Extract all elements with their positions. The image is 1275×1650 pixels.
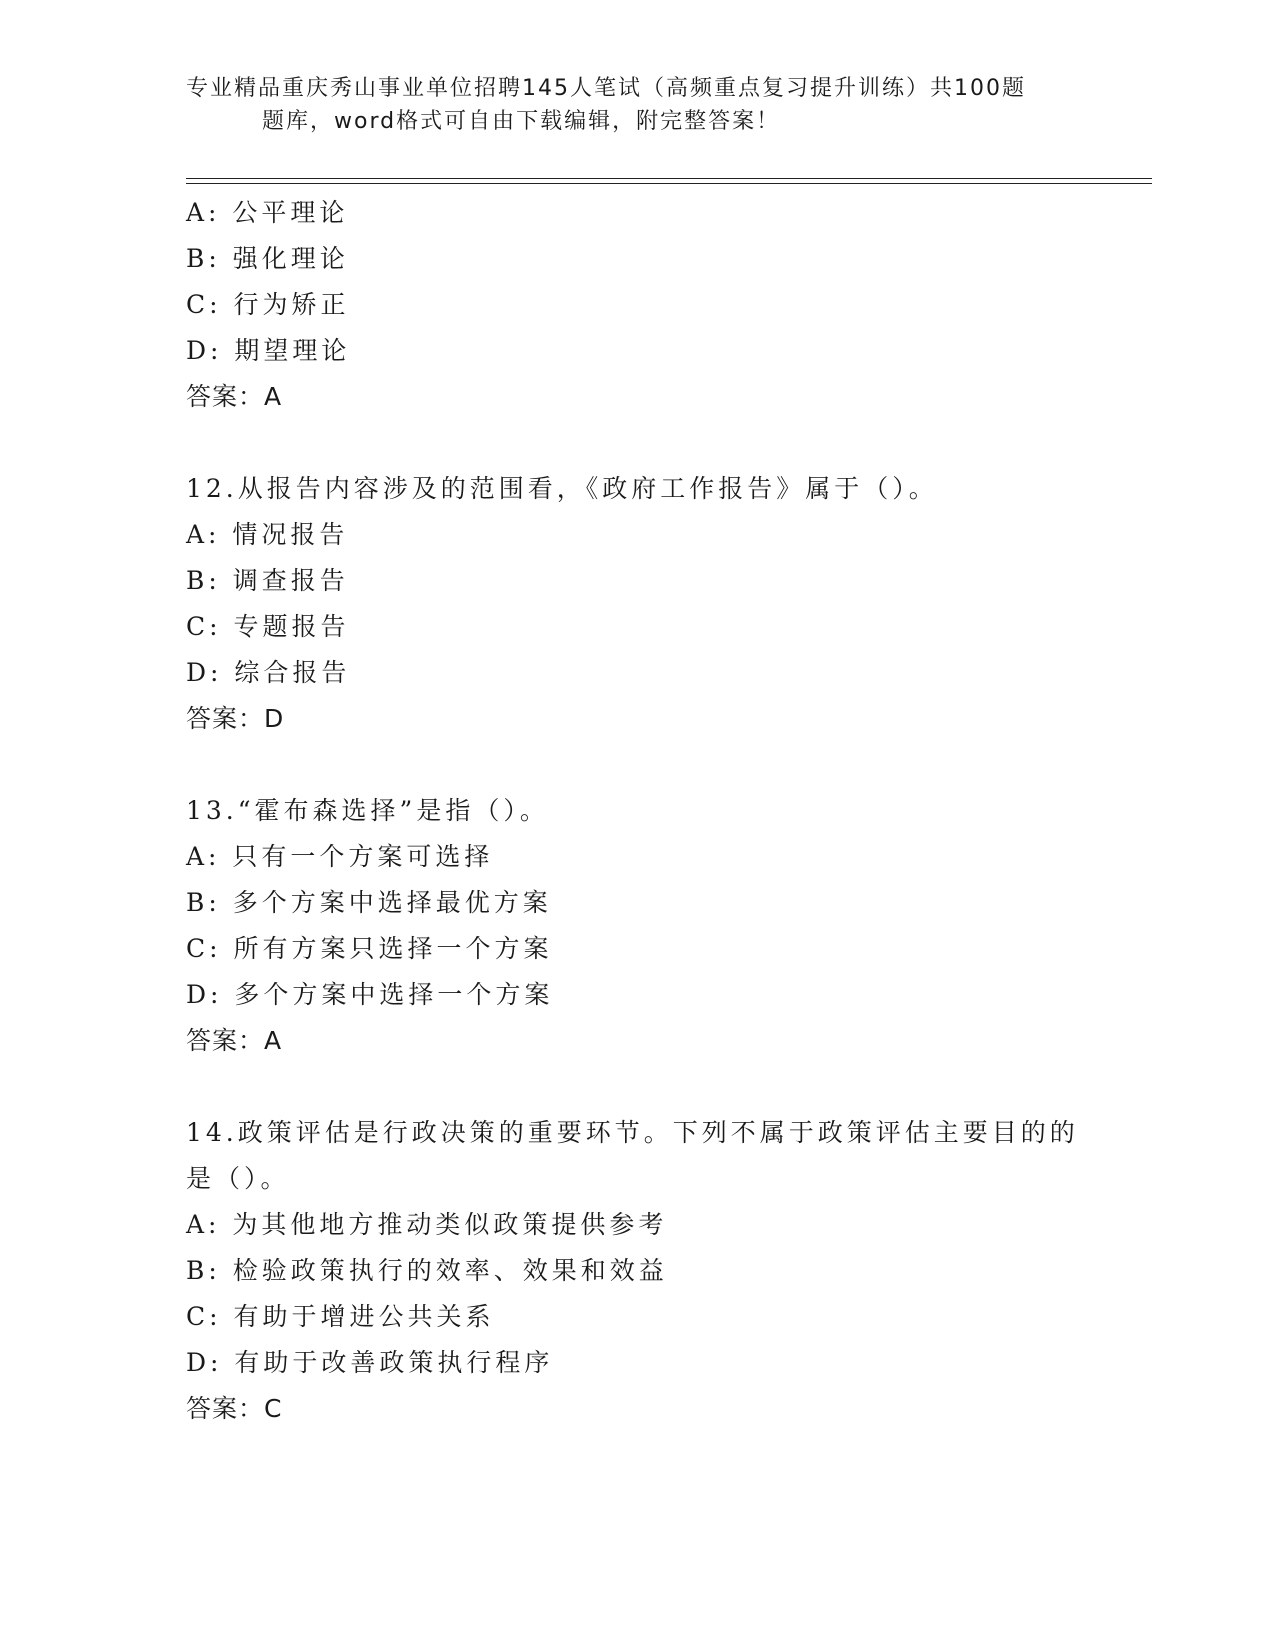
option-d: D: 期望理论 bbox=[186, 336, 351, 365]
option-a: A: 公平理论 bbox=[186, 198, 349, 227]
option-c: C: 行为矫正 bbox=[186, 290, 350, 319]
header-divider-top bbox=[186, 178, 1152, 179]
option-c: C: 有助于增进公共关系 bbox=[186, 1302, 495, 1331]
spacer bbox=[186, 742, 1106, 788]
spacer bbox=[186, 420, 1106, 466]
question-list bbox=[186, 190, 1106, 1432]
option-d: D: 多个方案中选择一个方案 bbox=[186, 980, 554, 1009]
header-divider-bottom bbox=[186, 183, 1152, 184]
question-text-line-2: 是（）。 bbox=[186, 1164, 290, 1193]
answer: 答案：A bbox=[186, 382, 283, 411]
option-b: B: 检验政策执行的效率、效果和效益 bbox=[186, 1256, 668, 1285]
option-c: C: 所有方案只选择一个方案 bbox=[186, 934, 553, 963]
document-title-line-1: 专业精品重庆秀山事业单位招聘145人笔试（高频重点复习提升训练）共100题 bbox=[186, 76, 1026, 101]
spacer bbox=[186, 1064, 1106, 1110]
option-a: A: 只有一个方案可选择 bbox=[186, 842, 494, 871]
question-11 bbox=[186, 190, 1106, 420]
option-c: C: 专题报告 bbox=[186, 612, 350, 641]
option-d: D: 综合报告 bbox=[186, 658, 351, 687]
option-d: D: 有助于改善政策执行程序 bbox=[186, 1348, 554, 1377]
option-a: A: 为其他地方推动类似政策提供参考 bbox=[186, 1210, 668, 1239]
option-a: A: 情况报告 bbox=[186, 520, 349, 549]
question-text: 13.“霍布森选择”是指（）。 bbox=[186, 796, 549, 825]
answer: 答案：C bbox=[186, 1394, 283, 1423]
option-b: B: 强化理论 bbox=[186, 244, 349, 273]
option-b: B: 多个方案中选择最优方案 bbox=[186, 888, 552, 917]
question-text-line-1: 14.政策评估是行政决策的重要环节。下列不属于政策评估主要目的的 bbox=[186, 1118, 1079, 1147]
document-header bbox=[186, 72, 1066, 138]
question-text: 12.从报告内容涉及的范围看，《政府工作报告》属于（）。 bbox=[186, 474, 938, 503]
document-title-line-2: 题库，word格式可自由下载编辑，附完整答案！ bbox=[262, 109, 781, 134]
answer: 答案：D bbox=[186, 704, 285, 733]
question-12 bbox=[186, 466, 1106, 742]
answer: 答案：A bbox=[186, 1026, 283, 1055]
question-14 bbox=[186, 1110, 1106, 1432]
option-b: B: 调查报告 bbox=[186, 566, 349, 595]
question-13 bbox=[186, 788, 1106, 1064]
